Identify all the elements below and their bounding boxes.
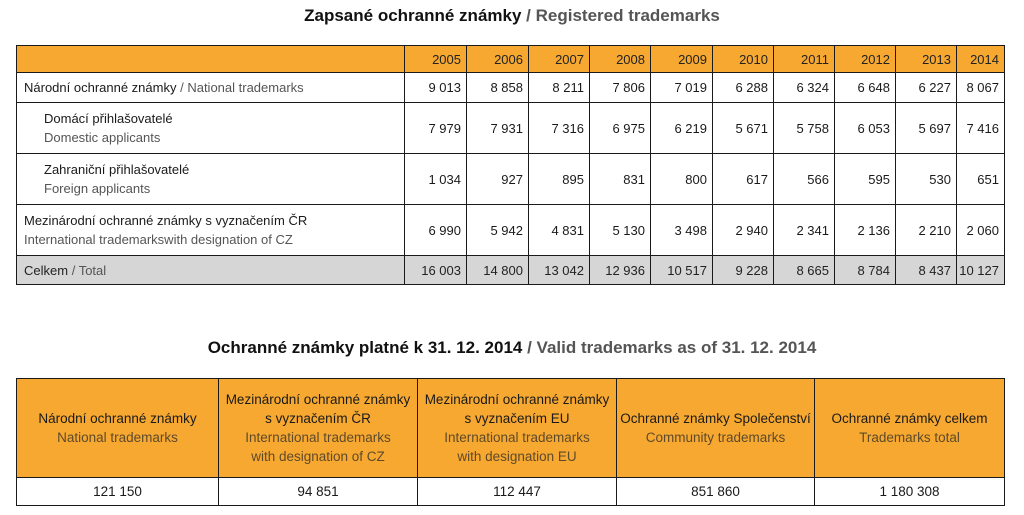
row-label <box>17 103 405 154</box>
row-label-cz: Národní ochranné známky <box>24 80 177 95</box>
category-header-cell <box>418 379 617 478</box>
category-value-cell: 112 447 <box>418 478 617 506</box>
title-separator: / <box>521 6 536 25</box>
value-cell: 6 053 <box>835 103 896 154</box>
value-cell: 8 665 <box>774 256 835 285</box>
value-cell: 7 316 <box>529 103 590 154</box>
year-header-cell: 2006 <box>467 46 529 73</box>
category-en-line: Trademarks total <box>859 430 960 445</box>
value-cell: 2 940 <box>713 205 774 256</box>
row-label-lines <box>44 109 403 147</box>
title-en: Valid trademarks as of 31. 12. 2014 <box>536 338 817 357</box>
category-en-line: International trademarks <box>245 430 391 445</box>
value-cell: 3 498 <box>651 205 713 256</box>
registered-trademarks-table <box>16 45 1005 285</box>
value-cell: 2 210 <box>896 205 957 256</box>
row-label-en: Foreign applicants <box>44 181 151 196</box>
category-en-line: with designation EU <box>457 449 577 464</box>
category-en-line: National trademarks <box>57 430 178 445</box>
value-cell: 14 800 <box>467 256 529 285</box>
value-cell: 4 831 <box>529 205 590 256</box>
value-cell: 8 437 <box>896 256 957 285</box>
value-cell: 566 <box>774 154 835 205</box>
year-header-cell: 2010 <box>713 46 774 73</box>
category-cz-line: Ochranné známky Společenství <box>620 411 811 426</box>
year-header-cell: 2014 <box>957 46 1005 73</box>
value-row <box>17 478 1005 506</box>
value-cell: 6 975 <box>590 103 651 154</box>
category-header-row <box>17 379 1005 478</box>
year-header-row <box>17 46 1005 73</box>
category-cz-line: Mezinárodní ochranné známky <box>225 392 411 407</box>
value-cell: 8 784 <box>835 256 896 285</box>
value-cell: 1 034 <box>405 154 467 205</box>
row-label <box>17 256 405 285</box>
category-header-cell <box>17 379 219 478</box>
year-header-cell: 2007 <box>529 46 590 73</box>
value-cell: 530 <box>896 154 957 205</box>
value-cell: 9 228 <box>713 256 774 285</box>
value-cell: 6 219 <box>651 103 713 154</box>
value-cell: 13 042 <box>529 256 590 285</box>
value-cell: 5 758 <box>774 103 835 154</box>
category-en-line: Community trademarks <box>645 430 786 445</box>
row-label-cz: Zahraniční přihlašovatelé <box>44 162 190 177</box>
row-label-cz: Mezinárodní ochranné známky s vyznačením ČR <box>24 213 308 228</box>
row-label-lines <box>44 160 403 198</box>
category-header-cell <box>617 379 815 478</box>
title-en: Registered trademarks <box>535 6 720 25</box>
row-label-cz: Domácí přihlašovatelé <box>44 111 173 126</box>
value-cell: 12 936 <box>590 256 651 285</box>
foreign-row <box>17 154 1005 205</box>
title-cz: Zapsané ochranné známky <box>304 6 522 25</box>
header-corner-cell <box>17 46 405 73</box>
valid-trademarks-table <box>16 378 1005 506</box>
year-header-cell: 2012 <box>835 46 896 73</box>
national-row <box>17 73 1005 103</box>
category-cz-line: s vyznačením EU <box>464 411 570 426</box>
row-label <box>17 154 405 205</box>
value-cell: 7 019 <box>651 73 713 103</box>
year-header-cell: 2013 <box>896 46 957 73</box>
year-header-cell: 2005 <box>405 46 467 73</box>
value-cell: 617 <box>713 154 774 205</box>
value-cell: 2 136 <box>835 205 896 256</box>
value-cell: 7 416 <box>957 103 1005 154</box>
value-cell: 6 648 <box>835 73 896 103</box>
title-cz: Ochranné známky platné k 31. 12. 2014 <box>207 338 523 357</box>
value-cell: 831 <box>590 154 651 205</box>
row-label-cz: Celkem <box>24 262 69 278</box>
category-header-cell <box>219 379 418 478</box>
row-label-en: Domestic applicants <box>44 130 161 145</box>
value-cell: 8 067 <box>957 73 1005 103</box>
international-cz-row <box>17 205 1005 256</box>
value-cell: 895 <box>529 154 590 205</box>
category-header-cell <box>815 379 1005 478</box>
value-cell: 7 806 <box>590 73 651 103</box>
row-label-separator: / <box>176 80 188 95</box>
category-en-line: with designation of CZ <box>251 449 385 464</box>
domestic-row <box>17 103 1005 154</box>
value-cell: 2 341 <box>774 205 835 256</box>
total-row <box>17 256 1005 285</box>
row-label <box>17 205 405 256</box>
value-cell: 5 130 <box>590 205 651 256</box>
row-label-en: National trademarks <box>187 80 304 95</box>
value-cell: 8 211 <box>529 73 590 103</box>
row-label-en: Total <box>78 262 107 278</box>
row-label <box>17 73 405 103</box>
year-header-cell: 2008 <box>590 46 651 73</box>
value-cell: 6 227 <box>896 73 957 103</box>
title-separator: / <box>522 338 537 357</box>
value-cell: 927 <box>467 154 529 205</box>
value-cell: 5 942 <box>467 205 529 256</box>
category-cz-line: Ochranné známky celkem <box>831 411 988 426</box>
category-value-cell: 121 150 <box>17 478 219 506</box>
value-cell: 5 697 <box>896 103 957 154</box>
value-cell: 8 858 <box>467 73 529 103</box>
value-cell: 6 324 <box>774 73 835 103</box>
valid-trademarks-title <box>0 338 1024 358</box>
category-cz-line: s vyznačením ČR <box>265 411 371 426</box>
category-en-line: International trademarks <box>444 430 590 445</box>
value-cell: 595 <box>835 154 896 205</box>
value-cell: 800 <box>651 154 713 205</box>
value-cell: 16 003 <box>405 256 467 285</box>
value-cell: 651 <box>957 154 1005 205</box>
value-cell: 10 127 <box>957 256 1005 285</box>
value-cell: 7 979 <box>405 103 467 154</box>
category-value-cell: 1 180 308 <box>815 478 1005 506</box>
registered-trademarks-title <box>0 6 1024 26</box>
category-value-cell: 851 860 <box>617 478 815 506</box>
value-cell: 5 671 <box>713 103 774 154</box>
value-cell: 9 013 <box>405 73 467 103</box>
category-cz-line: Národní ochranné známky <box>38 411 197 426</box>
year-header-cell: 2011 <box>774 46 835 73</box>
value-cell: 10 517 <box>651 256 713 285</box>
value-cell: 6 288 <box>713 73 774 103</box>
row-label-en: International trademarkswith designation of CZ <box>24 232 293 247</box>
value-cell: 2 060 <box>957 205 1005 256</box>
value-cell: 6 990 <box>405 205 467 256</box>
year-header-cell: 2009 <box>651 46 713 73</box>
category-value-cell: 94 851 <box>219 478 418 506</box>
row-label-separator: / <box>68 262 79 278</box>
category-cz-line: Mezinárodní ochranné známky <box>424 392 610 407</box>
value-cell: 7 931 <box>467 103 529 154</box>
row-label-lines <box>24 211 403 249</box>
